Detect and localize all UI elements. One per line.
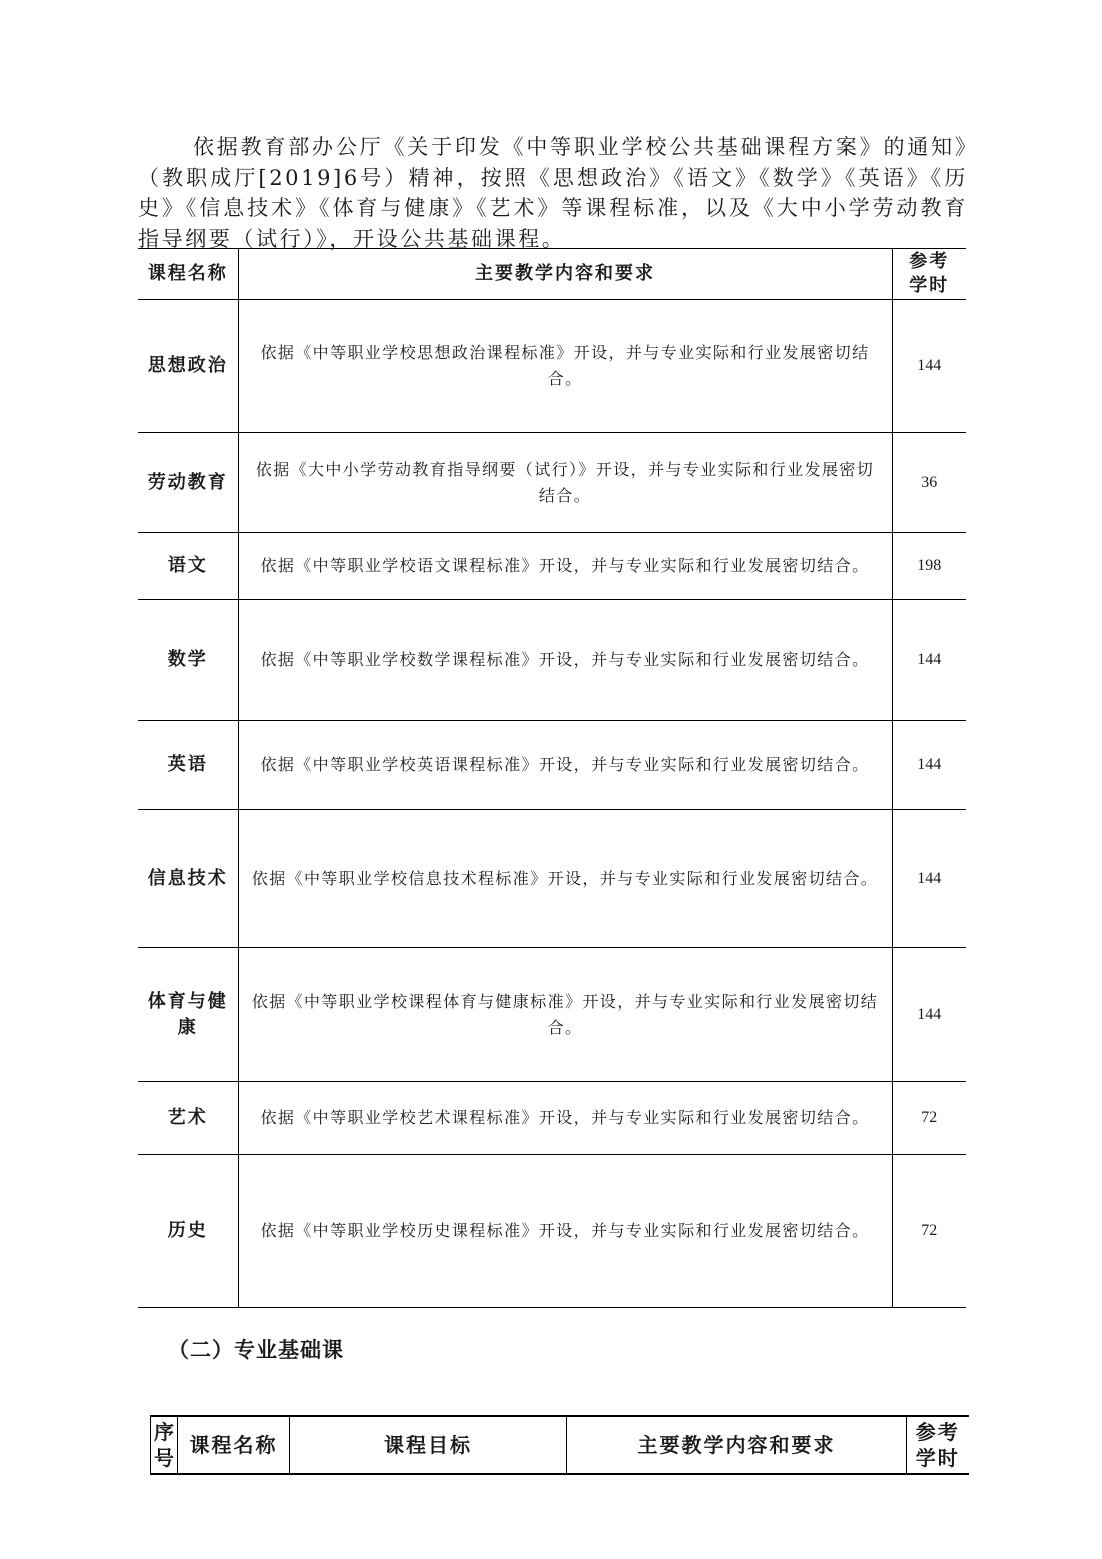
course-hours: 72: [892, 1155, 966, 1308]
course-content: 依据《中等职业学校英语课程标准》开设，并与专业实际和行业发展密切结合。: [238, 721, 892, 810]
course-content: 依据《中等职业学校数学课程标准》开设，并与专业实际和行业发展密切结合。: [238, 600, 892, 721]
course-hours: 144: [892, 721, 966, 810]
header-hours-text: 参考学时: [909, 251, 950, 296]
course-hours: 144: [892, 300, 966, 433]
table-row: [138, 1155, 966, 1308]
course-content: 依据《中等职业学校艺术课程标准》开设，并与专业实际和行业发展密切结合。: [238, 1082, 892, 1155]
course-content: 依据《中等职业学校语文课程标准》开设，并与专业实际和行业发展密切结合。: [238, 533, 892, 600]
course-content: 依据《中等职业学校思想政治课程标准》开设，并与专业实际和行业发展密切结合。: [238, 300, 892, 433]
table-row: [138, 600, 966, 721]
table-row: [138, 810, 966, 948]
header-hours: [892, 249, 966, 300]
header-hours: [907, 1416, 969, 1474]
course-content: 依据《中等职业学校信息技术程标准》开设，并与专业实际和行业发展密切结合。: [238, 810, 892, 948]
course-name: 思想政治: [138, 300, 238, 433]
header-hours-text: 参考学时: [915, 1420, 960, 1470]
course-name: 劳动教育: [138, 433, 238, 533]
header-index-text: 序号: [154, 1420, 176, 1470]
header-index: [151, 1416, 178, 1474]
professional-courses-table: [150, 1415, 969, 1475]
header-course-goal: 课程目标: [290, 1416, 567, 1474]
intro-paragraph: 依据教育部办公厅《关于印发《中等职业学校公共基础课程方案》的通知》（教职成厅[2019]6号）精神，按照《思想政治》《语文》《数学》《英语》《历史》《信息技术》《体育与健康》《艺术》等课程标准，以及《大中小学劳动教育指导纲要（试行）》，开设公共基础课程。: [138, 135, 968, 251]
course-name: 语文: [138, 533, 238, 600]
course-name: 英语: [138, 721, 238, 810]
table-row: [138, 300, 966, 433]
course-name: 历史: [138, 1155, 238, 1308]
table-header-row: [138, 249, 966, 300]
table-header-row: [151, 1416, 969, 1474]
table-row: [138, 948, 966, 1082]
course-content: 依据《大中小学劳动教育指导纲要（试行）》开设，并与专业实际和行业发展密切结合。: [238, 433, 892, 533]
header-course-name: 课程名称: [138, 249, 238, 300]
course-hours: 144: [892, 600, 966, 721]
course-hours: 36: [892, 433, 966, 533]
section-heading: （二）专业基础课: [168, 1338, 344, 1362]
table-row: [138, 533, 966, 600]
course-hours: 72: [892, 1082, 966, 1155]
course-hours: 144: [892, 948, 966, 1082]
course-hours: 144: [892, 810, 966, 948]
course-name: [138, 948, 238, 1082]
public-courses-table: [138, 248, 966, 1308]
header-course-name: 课程名称: [178, 1416, 290, 1474]
table-row: [138, 1082, 966, 1155]
header-content: 主要教学内容和要求: [567, 1416, 907, 1474]
table-row: [138, 433, 966, 533]
table-row: [138, 721, 966, 810]
course-name: 信息技术: [138, 810, 238, 948]
course-content: 依据《中等职业学校课程体育与健康标准》开设，并与专业实际和行业发展密切结合。: [238, 948, 892, 1082]
course-hours: 198: [892, 533, 966, 600]
course-name: 数学: [138, 600, 238, 721]
course-name-text: 体育与健康: [147, 990, 228, 1038]
course-name: 艺术: [138, 1082, 238, 1155]
header-content: 主要教学内容和要求: [238, 249, 892, 300]
course-content: 依据《中等职业学校历史课程标准》开设，并与专业实际和行业发展密切结合。: [238, 1155, 892, 1308]
